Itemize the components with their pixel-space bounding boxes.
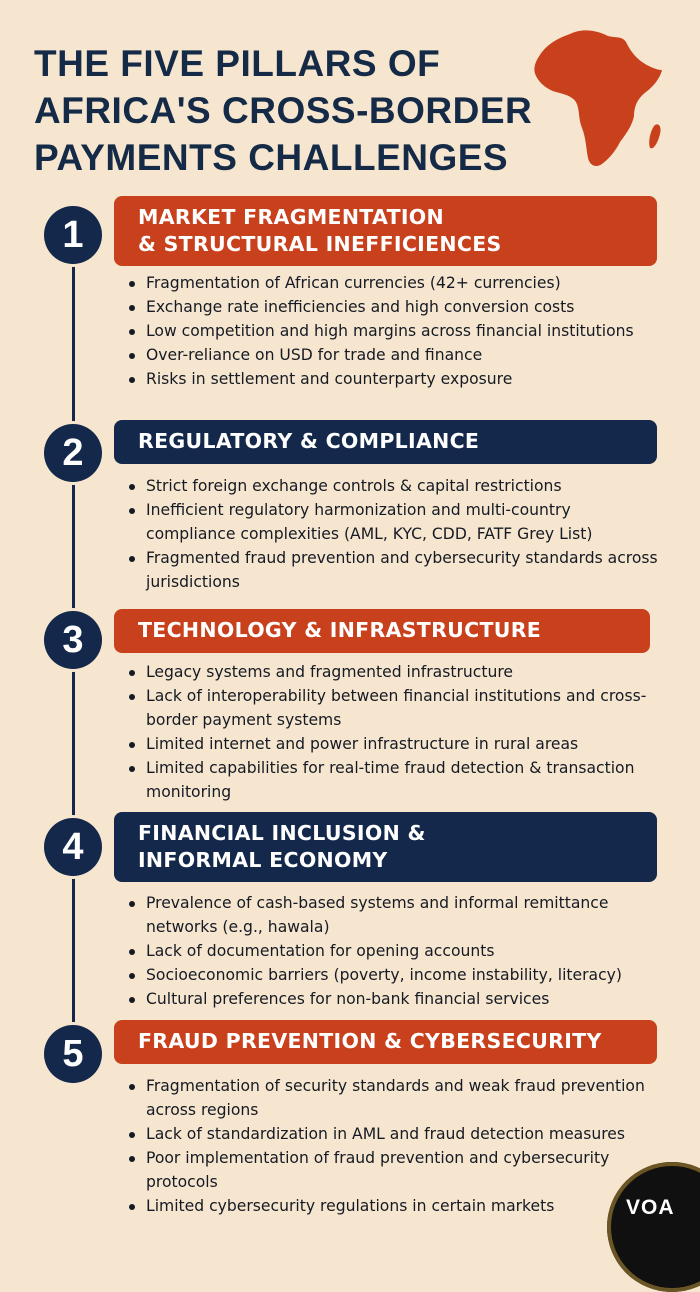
list-item: Fragmented fraud prevention and cybersecurity standards across jurisdictions: [124, 546, 664, 594]
pillar-number: 3: [44, 611, 102, 669]
list-item: Lack of documentation for opening accounts: [124, 939, 669, 963]
list-item: Over-reliance on USD for trade and finance: [124, 343, 664, 367]
pillar-heading-line: FINANCIAL INCLUSION &: [138, 821, 426, 845]
list-item: Fragmentation of African currencies (42+ currencies): [124, 271, 664, 295]
pillar-heading-line: & STRUCTURAL INEFFICIENCES: [138, 232, 502, 256]
pillar-item-list: [124, 271, 664, 391]
list-item: Poor implementation of fraud prevention and cybersecurity protocols: [124, 1146, 664, 1194]
pillar-heading: [114, 420, 657, 464]
title-line: PAYMENTS CHALLENGES: [34, 137, 509, 178]
pillar-heading: [114, 812, 657, 882]
list-item: Limited capabilities for real-time fraud detection & transaction monitoring: [124, 756, 664, 804]
pillar-number: 1: [44, 206, 102, 264]
pillar-heading: [114, 609, 650, 653]
title-line: AFRICA'S CROSS-BORDER: [34, 90, 533, 131]
list-item: Socioeconomic barriers (poverty, income instability, literacy): [124, 963, 669, 987]
pillar-heading-line: MARKET FRAGMENTATION: [138, 205, 444, 229]
pillar-heading-line: TECHNOLOGY & INFRASTRUCTURE: [138, 618, 542, 642]
title-line: THE FIVE PILLARS OF: [34, 43, 441, 84]
pillar-number: 2: [44, 424, 102, 482]
pillar-heading: [114, 196, 657, 266]
pillar-heading-line: REGULATORY & COMPLIANCE: [138, 429, 480, 453]
list-item: Lack of standardization in AML and fraud detection measures: [124, 1122, 664, 1146]
list-item: Limited cybersecurity regulations in certain markets: [124, 1194, 664, 1218]
pillar-heading-line: FRAUD PREVENTION & CYBERSECURITY: [138, 1029, 602, 1053]
list-item: Cultural preferences for non-bank financial services: [124, 987, 669, 1011]
africa-map-icon: [530, 26, 670, 174]
list-item: Exchange rate inefficiencies and high conversion costs: [124, 295, 664, 319]
pillar-heading-line: INFORMAL ECONOMY: [138, 848, 388, 872]
list-item: Prevalence of cash-based systems and informal remittance networks (e.g., hawala): [124, 891, 669, 939]
list-item: Strict foreign exchange controls & capital restrictions: [124, 474, 664, 498]
list-item: Risks in settlement and counterparty exposure: [124, 367, 664, 391]
list-item: Inefficient regulatory harmonization and multi-country compliance complexities (AML, KYC, CDD, FATF Grey List): [124, 498, 664, 546]
pillar-item-list: [124, 1074, 664, 1218]
page-title: [34, 40, 554, 181]
pillar-item-list: [124, 891, 669, 1011]
list-item: Lack of interoperability between financial institutions and cross-border payment systems: [124, 684, 664, 732]
pillar-item-list: [124, 474, 664, 594]
pillar-item-list: [124, 660, 664, 804]
list-item: Limited internet and power infrastructure in rural areas: [124, 732, 664, 756]
pillar-number: 5: [44, 1025, 102, 1083]
pillar-number: 4: [44, 818, 102, 876]
pillar-heading: [114, 1020, 657, 1064]
list-item: Fragmentation of security standards and weak fraud prevention across regions: [124, 1074, 664, 1122]
list-item: Low competition and high margins across financial institutions: [124, 319, 664, 343]
voa-logo-text: VOA: [626, 1196, 675, 1219]
list-item: Legacy systems and fragmented infrastructure: [124, 660, 664, 684]
